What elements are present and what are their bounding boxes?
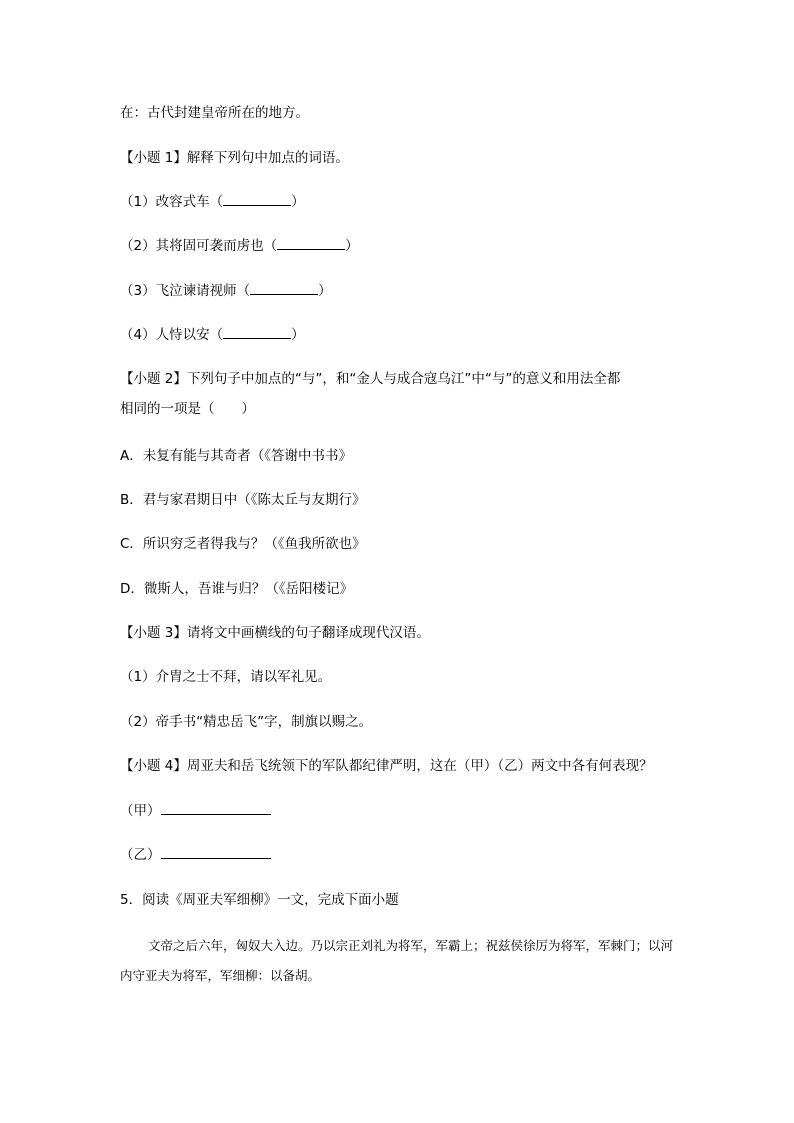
answer-blank bbox=[277, 237, 345, 250]
question-1-title: 【小题 1】解释下列句中加点的词语。 bbox=[120, 150, 349, 166]
item-text: ） bbox=[318, 283, 332, 299]
answer-blank bbox=[250, 282, 318, 295]
option-c: C．所识穷乏者得我与？（《鱼我所欲也》 bbox=[120, 536, 366, 552]
answer-blank bbox=[161, 802, 271, 815]
question-1-item-2 bbox=[120, 236, 359, 256]
question-2-title: 【小题 2】下列句子中加点的“与”，和“金人与成合寇乌江”中“与”的意义和用法全都 bbox=[120, 371, 621, 387]
item-text: ） bbox=[345, 238, 359, 254]
definition-line: 在：古代封建皇帝所在的地方。 bbox=[120, 105, 309, 121]
item-text: （4）人恃以安（ bbox=[120, 327, 224, 343]
question-4-title: 【小题 4】周亚夫和岳飞统领下的军队都纪律严明，这在（甲）（乙）两文中各有何表现？ bbox=[120, 758, 653, 774]
classical-passage: 文帝之后六年，匈奴大入边。乃以宗正刘礼为将军，军霸上；祝兹侯徐厉为将军，军棘门；以河内守亚夫为将军，军细柳：以备胡。 bbox=[120, 938, 674, 983]
item-text: （甲） bbox=[120, 803, 161, 819]
item-text: ） bbox=[291, 327, 305, 343]
item-text: （2）其将固可袭而虏也（ bbox=[120, 238, 278, 254]
question-3-item-2: （2）帝手书“精忠岳飞”字，制旗以赐之。 bbox=[120, 714, 373, 730]
question-3-title: 【小题 3】请将文中画横线的句子翻译成现代汉语。 bbox=[120, 625, 430, 641]
question-1-item-3 bbox=[120, 281, 332, 301]
answer-blank bbox=[223, 193, 291, 206]
question-3-item-1: （1）介胄之士不拜，请以军礼见。 bbox=[120, 669, 332, 685]
item-text: （3）飞泣谏请视师（ bbox=[120, 283, 251, 299]
answer-blank bbox=[223, 326, 291, 339]
option-a: A．未复有能与其奇者（《答谢中书书》 bbox=[120, 448, 352, 464]
item-text: （1）改容式车（ bbox=[120, 194, 224, 210]
question-1-item-4 bbox=[120, 325, 305, 345]
question-2-title-cont: 相同的一项是（ ） bbox=[120, 401, 255, 417]
option-d: D．微斯人，吾谁与归？（《岳阳楼记》 bbox=[120, 581, 354, 597]
item-text: （乙） bbox=[120, 847, 161, 863]
answer-blank bbox=[161, 846, 271, 859]
question-1-item-1 bbox=[120, 192, 305, 212]
item-text: ） bbox=[291, 194, 305, 210]
question-4-jia bbox=[120, 801, 271, 821]
option-b: B．君与家君期日中（《陈太丘与友期行》 bbox=[120, 492, 366, 508]
question-5-title: 5．阅读《周亚夫军细柳》一文，完成下面小题 bbox=[120, 892, 399, 908]
question-4-yi bbox=[120, 845, 271, 865]
